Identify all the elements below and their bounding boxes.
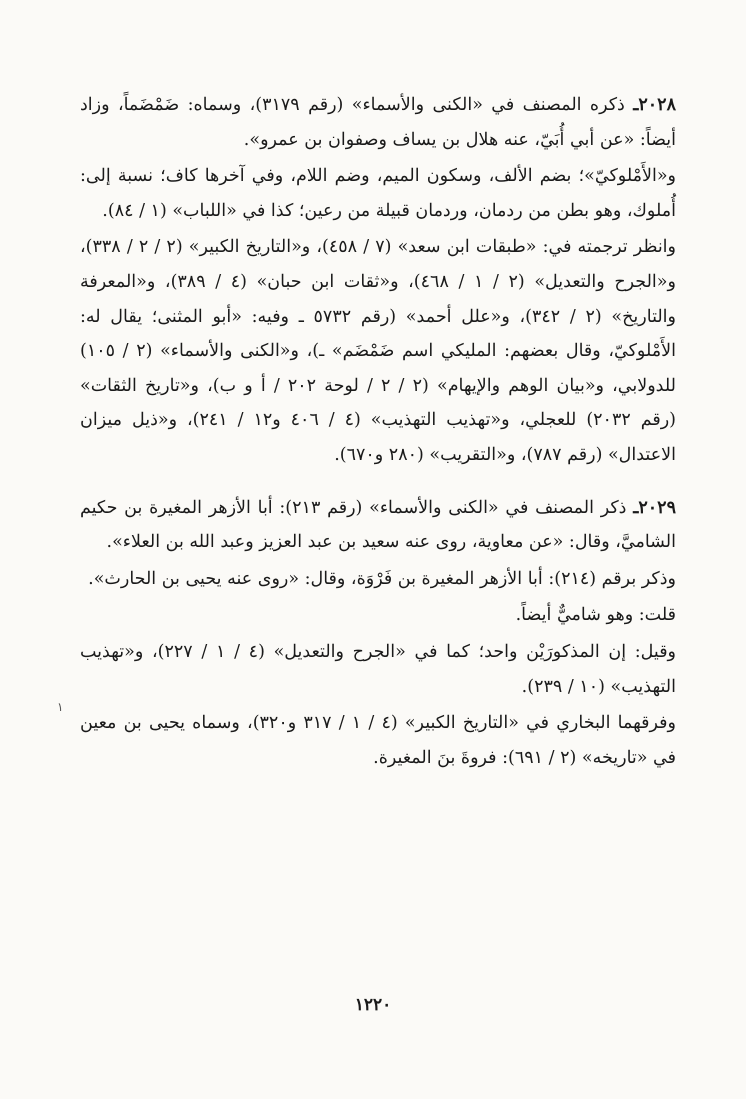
entry-2028-paragraph bbox=[80, 230, 676, 472]
entry-text: وقيل: إن المذكورَيْن واحد؛ كما في «الجرح والتعديل» (٤ / ١ / ٢٢٧)، و«تهذيب التهذيب» (١٠ / ٢٣٩). bbox=[80, 641, 677, 697]
entry-text: ذكره المصنف في «الكنى والأسماء» (رقم ٣١٧٩)، وسماه: ضَمْضَماً، وزاد أيضاً: «عن أبي أُبَيّ، عنه هلال بن يساف وصفوان بن عمرو». bbox=[80, 95, 676, 150]
entry-2028-intro bbox=[80, 88, 676, 157]
margin-mark: ١ bbox=[57, 700, 64, 714]
entry-2028-paragraph bbox=[80, 159, 676, 228]
page-number: ١٢٢٠ bbox=[354, 995, 392, 1015]
entry-number: ٢٠٢٨ـ bbox=[633, 95, 676, 115]
entry-2029-intro bbox=[80, 491, 676, 560]
entry-text: وذكر برقم (٢١٤): أبا الأزهر المغيرة بن فَرْوَة، وقال: «روى عنه يحيى بن الحارث». bbox=[88, 568, 676, 589]
entry-2029-paragraph bbox=[80, 635, 676, 704]
entry-2029-paragraph bbox=[80, 562, 676, 597]
entry-text: قلت: وهو شاميٌّ أيضاً. bbox=[515, 605, 676, 626]
entry-2029-paragraph bbox=[80, 706, 676, 775]
entry-text: و«الأَمْلوكيّ»؛ بضم الألف، وسكون الميم، وضم اللام، وفي آخرها كاف؛ نسبة إلى: أُملوك، وهو بطن من ردمان، وردمان قبيلة من رعين؛ كذا في «اللباب» (١ / ٨٤). bbox=[80, 166, 676, 221]
entry-text: وفرقهما البخاري في «التاريخ الكبير» (٤ / ١ / ٣١٧ و٣٢٠)، وسماه يحيى بن معين في «تاريخه» (٢ / ٦٩١): فروةَ بنَ المغيرة. bbox=[80, 713, 676, 768]
entry-text: وانظر ترجمته في: «طبقات ابن سعد» (٧ / ٤٥٨)، و«التاريخ الكبير» (٢ / ٢ / ٣٣٨)، و«الجرح والتعديل» (٢ / ١ / ٤٦٨)، و«ثقات ابن حبان» (٤ / ٣٨٩)، و«المعرفة والتاريخ» (٢ / ٣٤٢)، و«علل أحمد» (رقم ٥٧٣٢ ـ وفيه: «أبو المثنى؛ يقال له: الأَمْلوكيّ، وقال بعضهم: المليكي اسم ضَمْضَم» ـ)، و«الكنى والأسماء» (٢ / ١٠٥) للدولابي، و«بيان الوهم والإيهام» (٢ / ٢ / لوحة ٢٠٢ / أ و ب)، و«تاريخ الثقات» (رقم ٢٠٣٢) للعجلي، و«تهذيب التهذيب» (٤ / ٤٠٦ و١٢ / ٢٤١)، و«ذيل ميزان الاعتدال» (رقم ٧٨٧)، و«التقريب» (٢٨٠ و٦٧٠). bbox=[80, 237, 676, 465]
entry-number: ٢٠٢٩ـ bbox=[633, 497, 676, 518]
entry-2029-paragraph bbox=[80, 598, 676, 633]
entry-text: ذكر المصنف في «الكنى والأسماء» (رقم ٢١٣): أبا الأزهر المغيرة بن حكيم الشاميَّ، وقال: «عن معاوية، روى عنه سعيد بن عبد العزيز وعبد الله بن العلاء». bbox=[80, 497, 676, 553]
page-body bbox=[80, 88, 676, 775]
